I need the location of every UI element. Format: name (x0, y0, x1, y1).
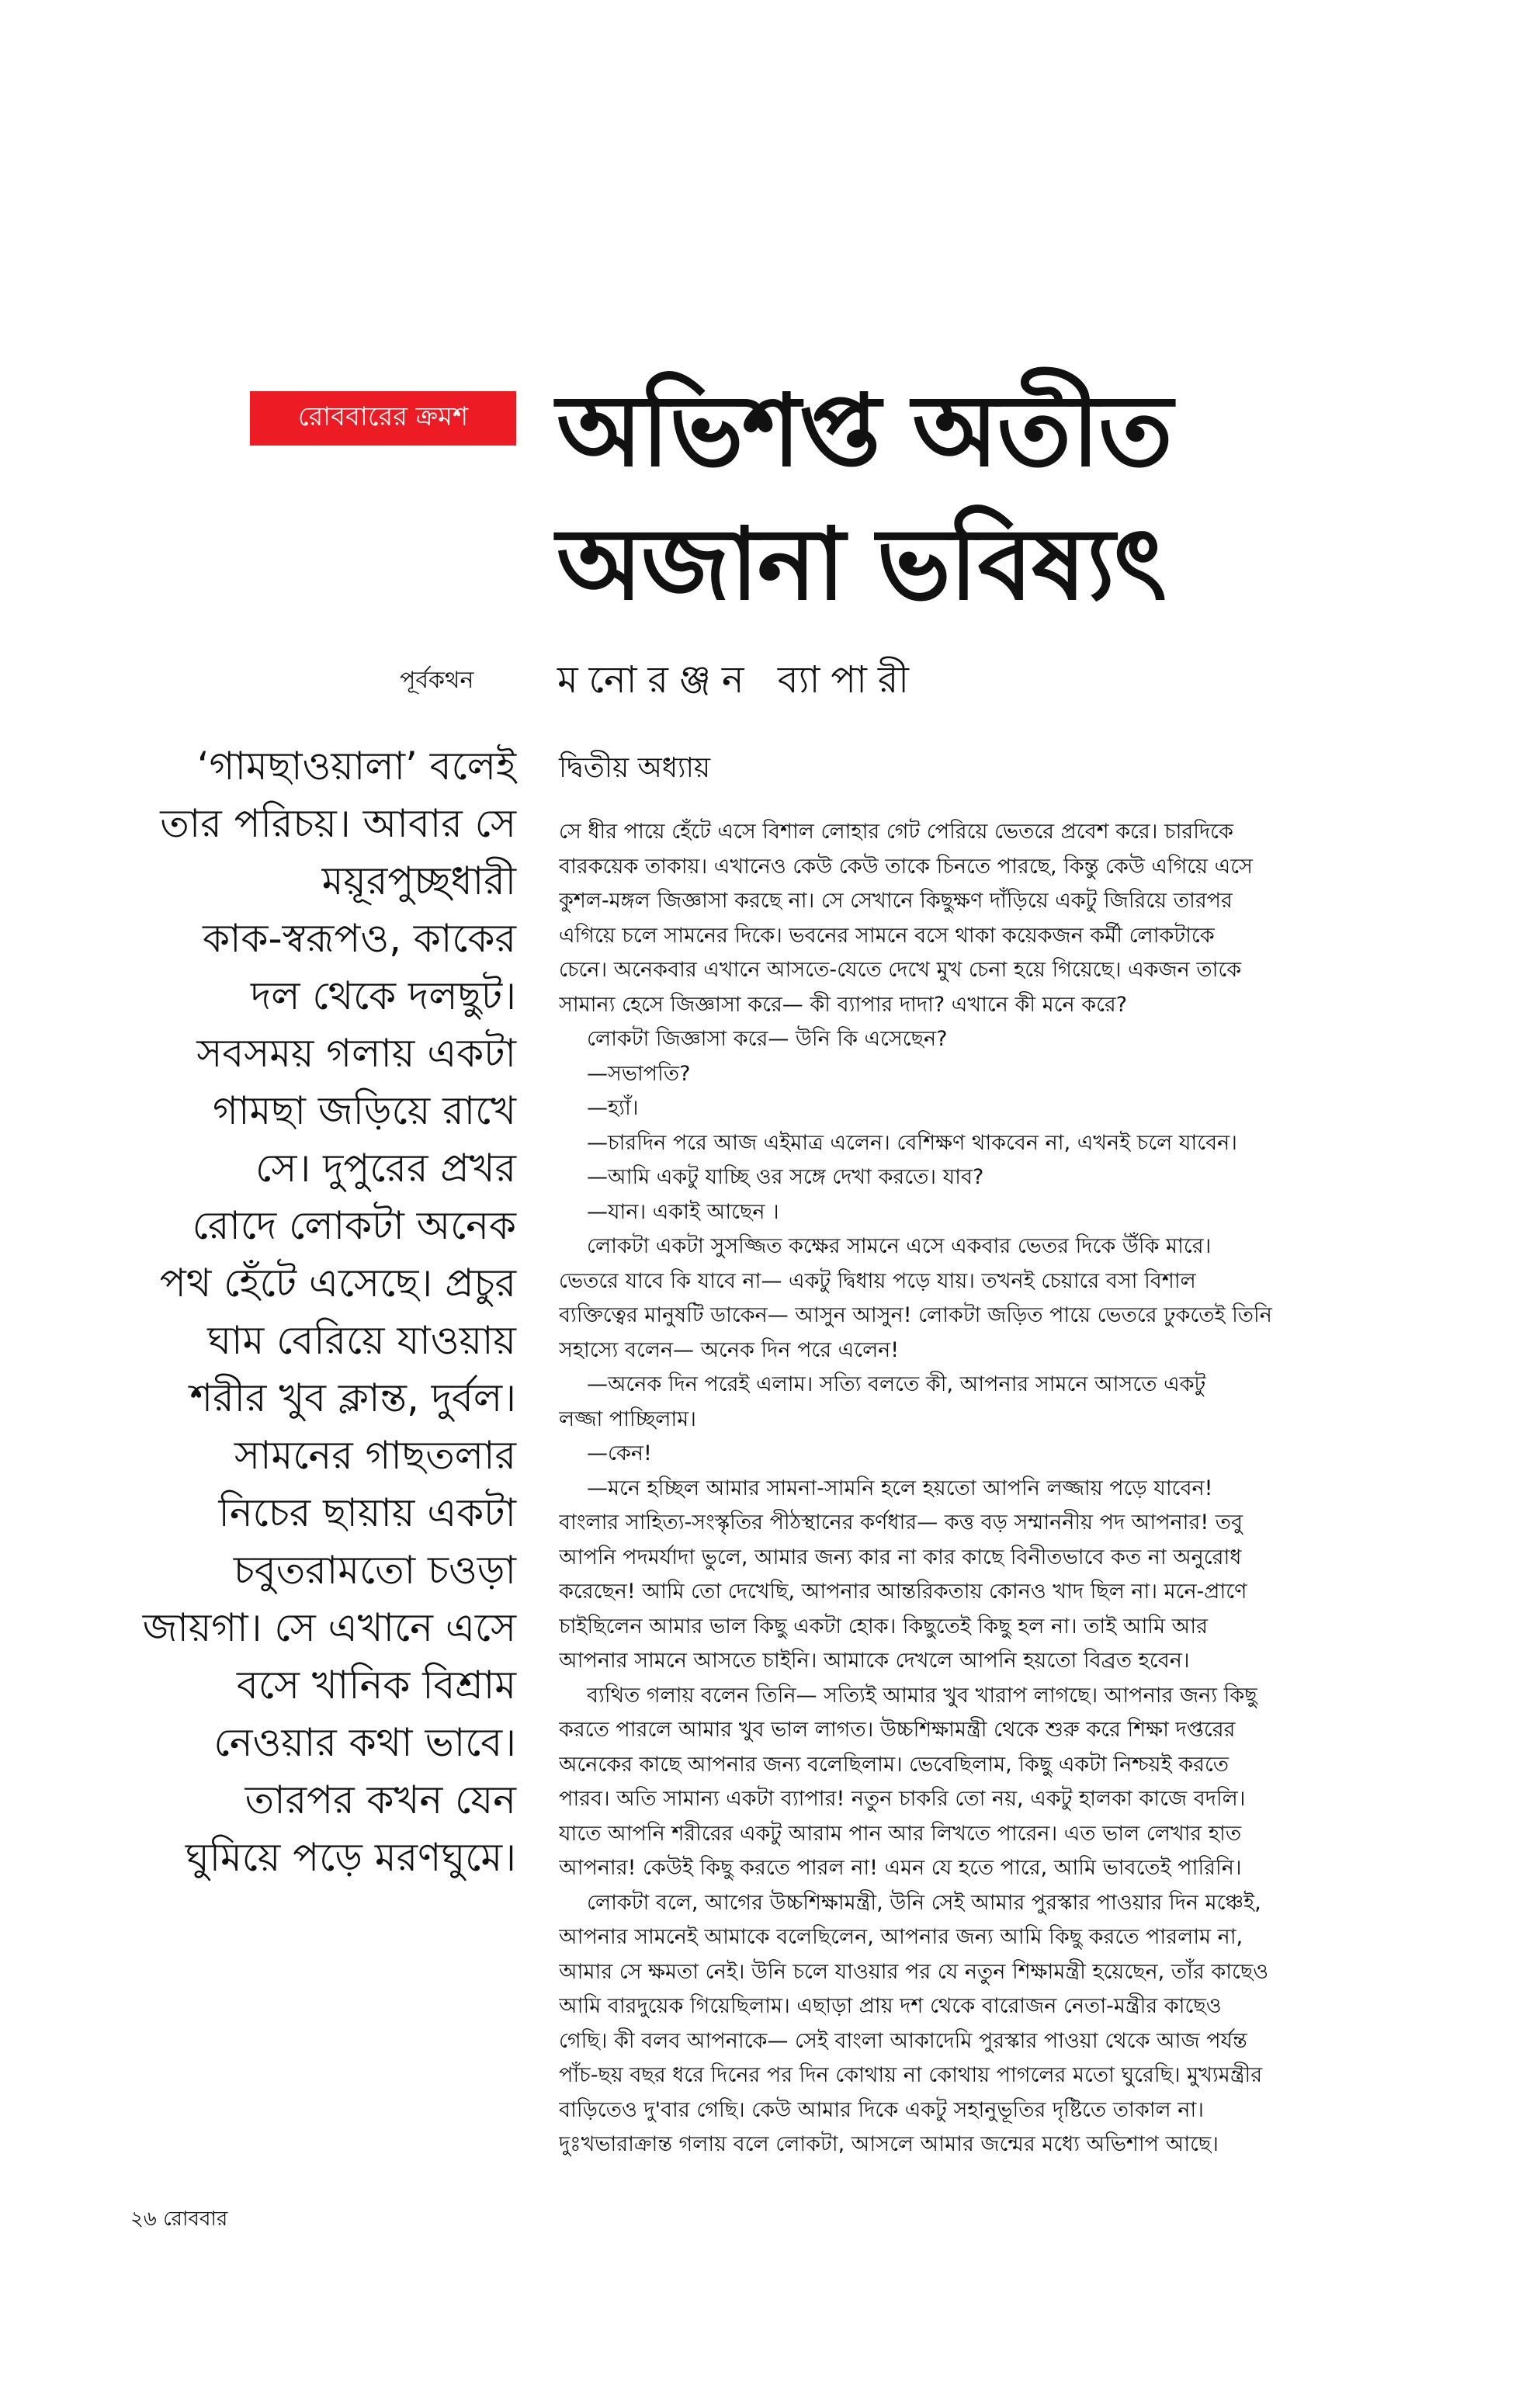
body-line: বাড়িতেও দু'বার গেছি। কেউ আমার দিকে একটু সহানুভূতির দৃষ্টিতে তাকাল না। (559, 2097, 1204, 2122)
recap-line: তার পরিচয়। আবার সে (160, 801, 516, 846)
series-badge (250, 391, 516, 446)
recap-line: শরীর খুব ক্লান্ত, দুর্বল। (189, 1375, 516, 1420)
page-footer (130, 2203, 227, 2237)
recap-line: সামনের গাছতলার (234, 1433, 516, 1478)
title-line-1: অভিশপ্ত অতীত (557, 373, 1171, 489)
recap-column (113, 737, 516, 1886)
body-line: আমি বারদুয়েক গিয়েছিলাম। এছাড়া প্রায় দশ থেকে বারোজন নেতা-মন্ত্রীর কাছেও (559, 1994, 1222, 2018)
body-line: কুশল-মঙ্গল জিজ্ঞাসা করছে না। সে সেখানে কিছুক্ষণ দাঁড়িয়ে একটু জিরিয়ে তারপর (559, 889, 1233, 913)
recap-line: পথ হেঁটে এসেছে। প্রচুর (159, 1261, 516, 1306)
recap-line: কাক-স্বরূপও, কাকের (203, 916, 516, 961)
body-line: ব্যক্তিত্বের মানুষটি ডাকেন— আসুন আসুন! লোকটা জড়িত পায়ে ভেতরে ঢুকতেই তিনি (559, 1303, 1272, 1327)
body-line: চেনে। অনেকবার এখানে আসতে-যেতে দেখে মুখ চেনা হয়ে গিয়েছে। একজন তাকে (559, 958, 1242, 982)
recap-line: জায়গা। সে এখানে এসে (142, 1605, 516, 1650)
recap-line: ঘাম বেরিয়ে যাওয়ায় (207, 1318, 516, 1363)
chapter-heading: দ্বিতীয় অধ্যায় (559, 752, 711, 784)
body-line: এগিয়ে চলে সামনের দিকে। ভবনের সামনে বসে থাকা কয়েকজন কর্মী লোকটাকে (559, 923, 1215, 948)
recap-line: ‘গামছাওয়ালা’ বলেই (196, 744, 516, 789)
body-line: দুঃখভারাক্রান্ত গলায় বলে লোকটা, আসলে আমার জন্মের মধ্যে অভিশাপ আছে। (559, 2132, 1219, 2156)
recap-line: নিচের ছায়ায় একটা (218, 1490, 516, 1535)
body-line: —হ্যাঁ। (587, 1096, 639, 1120)
body-line: সহাস্যে বলেন— অনেক দিন পরে এলেন! (559, 1337, 900, 1362)
body-line: চাইছিলেন আমার ভাল কিছু একটা হোক। কিছুতেই কিছু হল না। তাই আমি আর (559, 1614, 1208, 1639)
body-line: ভেতরে যাবে কি যাবে না— একটু দ্বিধায় পড়ে যায়। তখনই চেয়ারে বসা বিশাল (559, 1268, 1196, 1293)
article-title (557, 365, 1171, 632)
body-line: করেছেন! আমি তো দেখেছি, আপনার আন্তরিকতায় কোনও খাদ ছিল না। মনে-প্রাণে (559, 1580, 1247, 1604)
body-line: —মনে হচ্ছিল আমার সামনা-সামনি হলে হয়তো আপনি লজ্জায় পড়ে যাবেন! (587, 1476, 1213, 1500)
body-line: পাঁচ-ছয় বছর ধরে দিনের পর দিন কোথায় না কোথায় পাগলের মতো ঘুরেছি। মুখ্যমন্ত্রীর (559, 2063, 1263, 2087)
body-line: আপনার সামনে আসতে চাইনি। আমাকে দেখলে আপনি হয়তো বিব্রত হবেন। (559, 1649, 1190, 1673)
recap-line: সে। দুপুরের প্রখর (255, 1146, 516, 1191)
body-line: করতে পারলে আমার খুব ভাল লাগত। উচ্চশিক্ষামন্ত্রী থেকে শুরু করে শিক্ষা দপ্তরের (559, 1718, 1236, 1742)
recap-line: রোদে লোকটা অনেক (192, 1203, 516, 1248)
body-line: বাংলার সাহিত্য-সংস্কৃতির পীঠস্থানের কর্ণধার— কত্ত বড় সম্মাননীয় পদ আপনার! তবু (559, 1510, 1243, 1535)
body-line: লোকটা জিজ্ঞাসা করে— উনি কি এসেছেন? (587, 1027, 948, 1051)
body-line: আপনার! কেউই কিছু করতে পারল না! এমন যে হতে পারে, আমি ভাবতেই পারিনি। (559, 1856, 1242, 1880)
recap-line: সবসময় গলায় একটা (196, 1031, 516, 1076)
body-line: —যান। একাই আছেন । (587, 1199, 779, 1224)
body-line: —সভাপতি? (587, 1061, 691, 1086)
recap-line: নেওয়ার কথা ভাবে। (213, 1720, 516, 1765)
body-line: লজ্জা পাচ্ছিলাম। (559, 1406, 696, 1431)
article-body (559, 815, 1389, 2162)
body-line: লোকটা একটা সুসজ্জিত কক্ষের সামনে এসে একবার ভেতর দিকে উঁকি মারে। (587, 1234, 1212, 1258)
magazine-name: রোববার (163, 2207, 228, 2231)
body-line: সে ধীর পায়ে হেঁটে এসে বিশাল লোহার গেট পেরিয়ে ভেতরে প্রবেশ করে। চারদিকে (559, 820, 1233, 844)
recap-line: বসে খানিক বিশ্রাম (237, 1663, 516, 1708)
title-line-2: অজানা ভবিষ্যৎ (557, 507, 1165, 623)
body-line: লোকটা বলে, আগের উচ্চশিক্ষামন্ত্রী, উনি সেই আমার পুরস্কার পাওয়ার দিন মঞ্চেই, (587, 1890, 1261, 1915)
body-line: সামান্য হেসে জিজ্ঞাসা করে— কী ব্যাপার দাদা? এখানে কী মনে করে? (559, 992, 1128, 1017)
recap-label: পূর্বকথন (400, 667, 474, 694)
recap-line: চবুতরামতো চওড়া (233, 1548, 516, 1593)
recap-line: তারপর কখন যেন (245, 1777, 516, 1822)
body-line: আপনি পদমর্যাদা ভুলে, আমার জন্য কার না কার কাছে বিনীতভাবে কত না অনুরোধ (559, 1545, 1242, 1569)
body-line: ব্যথিত গলায় বলেন তিনি— সত্যিই আমার খুব খারাপ লাগছে। আপনার জন্য কিছু (587, 1683, 1257, 1708)
recap-line: ময়ূরপুচ্ছধারী (321, 858, 516, 903)
body-line: —চারদিন পরে আজ এইমাত্র এলেন। বেশিক্ষণ থাকবেন না, এখনই চলে যাবেন। (587, 1130, 1237, 1155)
body-line: বারকয়েক তাকায়। এখানেও কেউ কেউ তাকে চিনতে পারছে, কিন্তু কেউ এগিয়ে এসে (559, 854, 1253, 879)
body-line: যাতে আপনি শরীরের একটু আরাম পান আর লিখতে পারেন। এত ভাল লেখার হাত (559, 1821, 1242, 1846)
body-line: —কেন! (587, 1441, 652, 1465)
page-number: ২৬ (130, 2207, 157, 2231)
body-line: —আমি একটু যাচ্ছি ওর সঙ্গে দেখা করতে। যাব? (587, 1165, 984, 1189)
series-badge-label: রোববারের ক্রমশ (297, 401, 469, 432)
body-line: গেছি। কী বলব আপনাকে— সেই বাংলা আকাদেমি পুরস্কার পাওয়া থেকে আজ পর্যন্ত (559, 2028, 1247, 2053)
body-line: —অনেক দিন পরেই এলাম। সত্যি বলতে কী, আপনার সামনে আসতে একটু (587, 1372, 1206, 1396)
body-line: অনেকের কাছে আপনার জন্য বলেছিলাম। ভেবেছিলাম, কিছু একটা নিশ্চয়ই করতে (559, 1752, 1230, 1777)
recap-line: দল থেকে দলছুট। (251, 973, 516, 1018)
body-line: আমার সে ক্ষমতা নেই। উনি চলে যাওয়ার পর যে নতুন শিক্ষামন্ত্রী হয়েছেন, তাঁর কাছেও (559, 1959, 1269, 1984)
author-name: মনোরঞ্জন ব্যাপারী (557, 658, 921, 702)
recap-line: গামছা জড়িয়ে রাখে (213, 1088, 516, 1133)
body-line: আপনার সামনেই আমাকে বলেছিলেন, আপনার জন্য আমি কিছু করতে পারলাম না, (559, 1925, 1243, 1949)
recap-line: ঘুমিয়ে পড়ে মরণঘুমে। (185, 1835, 516, 1880)
body-line: পারব। অতি সামান্য একটা ব্যাপার! নতুন চাকরি তো নয়, একটু হালকা কাজে বদলি। (559, 1787, 1246, 1811)
